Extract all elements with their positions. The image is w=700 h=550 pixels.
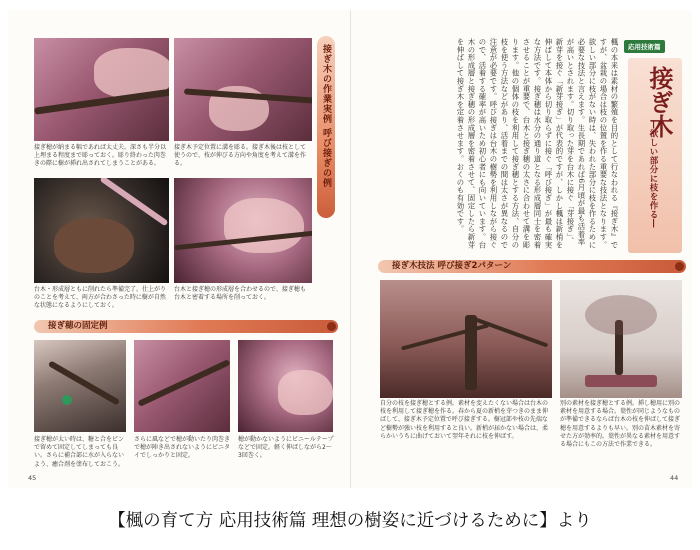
left-page-number: 45: [28, 474, 37, 482]
photo-prepared-cambium: [34, 178, 169, 283]
right-caption-2: 別の素材を接ぎ穂とする例。挿し穂用に別の素材を用意する場合。葉性が同じようなものが準備できるならば台木の枝を伸ばして接ぎ穂を用意するよりも早い。別の苗木素材を寄せた方が効率的。葉性が異なる素材を用意する場合にもこの方法で作業できる。: [560, 400, 681, 449]
caption-1: 接ぎ穂が納まる幅であれば太丈夫。深さも半分以上埋まる程度まで彫っておく。彫り終わった肉巻きの際に樹が挿れ出されてしまうことがある。: [34, 144, 167, 168]
hand-shape: [278, 370, 333, 415]
side-heading-banner: [317, 36, 335, 218]
bottom-caption-3: 穂が動かないようにビニールテープなどで固定。軽く伸ばしながら2～3回巻く。: [238, 436, 334, 460]
category-tag: 応用技術篇: [624, 40, 665, 53]
side-heading: 接ぎ木の作業実例 呼び接ぎの例: [321, 44, 331, 189]
pot-shape: [585, 375, 657, 387]
caption-4: 台木と接ぎ穂の形成層を合わせるので、接ぎ穂も台木と密着する場所を削っておく。: [174, 286, 306, 302]
photo-pin-fixation: [34, 340, 126, 432]
banner-end-dot: [675, 262, 684, 271]
technique-banner: [378, 260, 686, 273]
page-title: 接ぎ木: [645, 66, 674, 138]
right-page-number: 44: [670, 474, 679, 482]
branch-shape: [137, 359, 230, 407]
branch-shape: [34, 88, 169, 114]
title-box: [628, 58, 682, 253]
trunk-shape: [54, 218, 134, 273]
photo-fit-scion: [174, 178, 312, 283]
pin-marker: [62, 395, 72, 405]
photo-bonsai-other-material: [560, 280, 682, 398]
bottom-caption-2: さらに風などで穂が動いたり肉巻きで穂が陣き出されないようにビニタイでしっかりと固定。: [134, 436, 231, 460]
book-spread: [8, 10, 692, 488]
caption-3: 台木・形成層ともに削れたら準備完了。仕上がりのことを考えて、両方が合わさった時に樹が自然な状態になるようにしておく。: [34, 286, 167, 310]
branch-shape: [48, 360, 120, 405]
caption-2: 接ぎ木予定位置に溝を彫る。接ぎ木後は枝として使うので、枝が伸びる方向や角度を考えて溝を作る。: [174, 144, 307, 168]
fixation-banner: [34, 320, 338, 333]
photo-carving-branch: [34, 38, 169, 141]
body-text: 楓の本来は素材の繁殖を目的として行なわれる『接ぎ木』ですが、盆栽の場合は枝の位置を作る重要な技法となります。欲しい部分に枝がない時は、失われた部分に枝を作るために必要な技法と言えます。生長期であれば6月頃が最も活着率が高いとされます。切り取った芽を台木に接ぐ「芽接ぎ」、新芽を接ぐ「新芽接ぎ」が代表的ですが、しかし楓は新梢を伸ばして本体から切り取らずに接ぐ「呼び接ぎ」が最も確実な方法です。接ぎ穂は水分の通り道となる形成層同士を密着させることが重要で、台木と接ぎ穂の太さに合わせて溝を彫ります。他の個体の枝を利用して接ぎ穂とする方法、自分の枝を使う方法などがあり、活着までの間は太さが異なるので注意が必要です。呼び接ぎは台木の樹勢を利用しながら接ぐので、活着する確率が高いため初心者にも向いています。台木の形成層と接ぎ穂の形成層を密着させて、固定したら新芽を伸ばして接ぎ木を定着させます。おくのも有効です。: [456, 38, 619, 249]
photo-tape-fixation: [238, 340, 333, 432]
photo-twist-tie: [134, 340, 230, 432]
banner-end-dot: [327, 322, 336, 331]
canopy-shape: [585, 295, 657, 335]
page-subtitle: ―欲しい部分に枝を作る―: [648, 120, 658, 228]
photo-groove-cut: [174, 38, 312, 141]
bottom-caption-1: 接ぎ穂が太い時は、糖と合をピンで留めて固定してしまっても良い。さらに補合部に水が入らないよう、癒合剤を塗布しておこう。: [34, 436, 125, 468]
source-footer: 【楓の育て方 応用技術篇 理想の樹姿に近づけるために】より: [108, 511, 592, 531]
page-gutter: [350, 10, 351, 488]
technique-banner-label: 接ぎ木技法 呼び接ぎ2パターン: [392, 261, 512, 271]
right-caption-1: 自分の枝を接ぎ穂とする例。素材を変えたくない場合は台木の枝を利用して接ぎ穂を作る。春から夏の新梢を芽つきのまま伸ばして、接ぎ木予定位置で呼び接ぎする。樹冠部や枝の先端など樹勢が強い枝を利用すると良い。新梢が届かない場合は、柔らかいうちに曲げておいて翌年それに枝を伸ばす。: [380, 400, 549, 440]
branch-shape: [472, 316, 549, 347]
fixation-banner-label: 接ぎ穂の固定例: [48, 321, 108, 331]
photo-bonsai-own-branch: [380, 280, 552, 398]
hand-shape: [224, 198, 304, 253]
